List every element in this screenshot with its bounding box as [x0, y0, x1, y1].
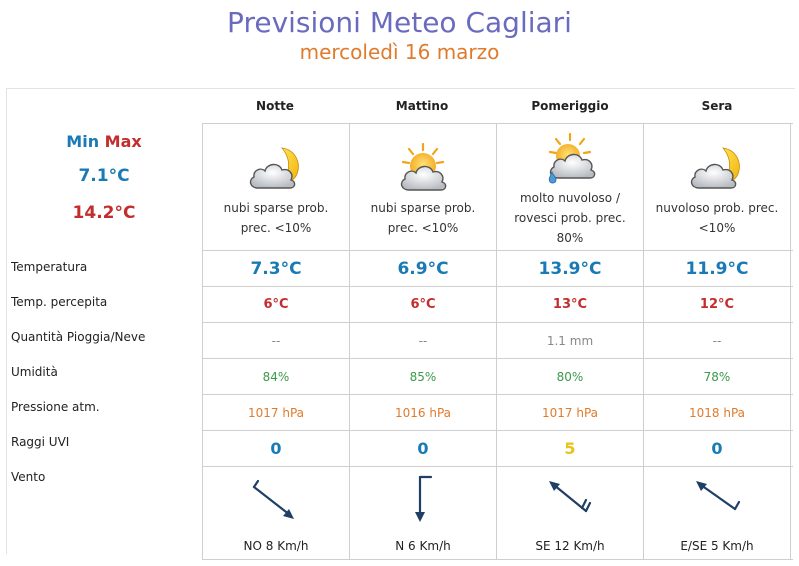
wind-arrow-icon: [393, 475, 453, 525]
forecast-date: mercoledì 16 marzo: [299, 40, 500, 64]
row-label-wind: Vento: [11, 470, 46, 484]
wind-text: N 6 Km/h: [395, 539, 451, 553]
humidity-value: 80%: [497, 359, 644, 394]
pressure-value: 1017 hPa: [203, 395, 350, 430]
column-header-notte: Notte: [256, 99, 294, 113]
humidity-value: 78%: [644, 359, 791, 394]
condition-text: nubi sparse prob. prec. <10%: [223, 201, 329, 235]
condition-text: nubi sparse prob. prec. <10%: [370, 201, 476, 235]
row-label-uv: Raggi UVI: [11, 435, 70, 449]
wind-arrow-icon: [540, 475, 600, 525]
page-title: Previsioni Meteo Cagliari: [227, 6, 572, 39]
condition-text: molto nuvoloso / rovesci prob. prec. 80%: [514, 191, 626, 245]
humidity-value: 85%: [350, 359, 497, 394]
rain-value: --: [350, 323, 497, 358]
uv-value: 0: [644, 431, 791, 466]
perceived-value: 6°C: [203, 287, 350, 322]
condition-text: nuvoloso prob. prec. <10%: [655, 201, 779, 235]
uv-row: [203, 431, 793, 467]
column-header-sera: Sera: [701, 99, 733, 113]
rain-value: 1.1 mm: [497, 323, 644, 358]
temperature-value: 6.9°C: [350, 251, 497, 286]
row-label-temperature: Temperatura: [11, 260, 88, 274]
moon-cloud-icon: [687, 142, 747, 194]
pressure-value: 1018 hPa: [644, 395, 791, 430]
sun-cloud-rain-icon: [540, 132, 600, 184]
rain-value: --: [644, 323, 791, 358]
row-label-rain: Quantità Pioggia/Neve: [11, 330, 146, 344]
uv-value: 0: [203, 431, 350, 466]
wind-text: SE 12 Km/h: [535, 539, 605, 553]
max-temperature: 14.2°C: [72, 203, 136, 223]
min-label: Min: [66, 132, 100, 151]
forecast-grid: [202, 123, 793, 560]
min-max-heading: [6, 132, 202, 151]
pressure-row: [203, 395, 793, 431]
wind-cell-notte: [203, 467, 350, 559]
perceived-value: 13°C: [497, 287, 644, 322]
humidity-row: [203, 359, 793, 395]
condition-cell-sera: [644, 124, 791, 250]
condition-cell-notte: [203, 124, 350, 250]
wind-text: E/SE 5 Km/h: [680, 539, 754, 553]
pressure-value: 1016 hPa: [350, 395, 497, 430]
rain-row: [203, 323, 793, 359]
row-label-humidity: Umidità: [11, 365, 58, 379]
temperature-row: [203, 251, 793, 287]
rain-value: --: [203, 323, 350, 358]
wind-text: NO 8 Km/h: [243, 539, 309, 553]
temperature-value: 13.9°C: [497, 251, 644, 286]
column-header-mattino: Mattino: [395, 99, 449, 113]
wind-arrow-icon: [246, 475, 306, 525]
row-label-pressure: Pressione atm.: [11, 400, 100, 414]
uv-value: 0: [350, 431, 497, 466]
temperature-value: 7.3°C: [203, 251, 350, 286]
wind-cell-sera: [644, 467, 791, 559]
uv-value: 5: [497, 431, 644, 466]
row-label-perceived: Temp. percepita: [11, 295, 108, 309]
column-header-pomeriggio: Pomeriggio: [531, 99, 609, 113]
min-temperature: 7.1°C: [78, 166, 130, 186]
temperature-value: 11.9°C: [644, 251, 791, 286]
perceived-row: [203, 287, 793, 323]
humidity-value: 84%: [203, 359, 350, 394]
perceived-value: 12°C: [644, 287, 791, 322]
perceived-value: 6°C: [350, 287, 497, 322]
wind-cell-pomeriggio: [497, 467, 644, 559]
condition-row: [203, 124, 793, 251]
max-label: Max: [104, 132, 142, 151]
sun-cloud-icon: [393, 142, 453, 194]
condition-cell-mattino: [350, 124, 497, 250]
wind-row: [203, 467, 793, 560]
wind-arrow-icon: [687, 475, 747, 525]
moon-cloud-icon: [246, 142, 306, 194]
pressure-value: 1017 hPa: [497, 395, 644, 430]
wind-cell-mattino: [350, 467, 497, 559]
condition-cell-pomeriggio: [497, 124, 644, 250]
